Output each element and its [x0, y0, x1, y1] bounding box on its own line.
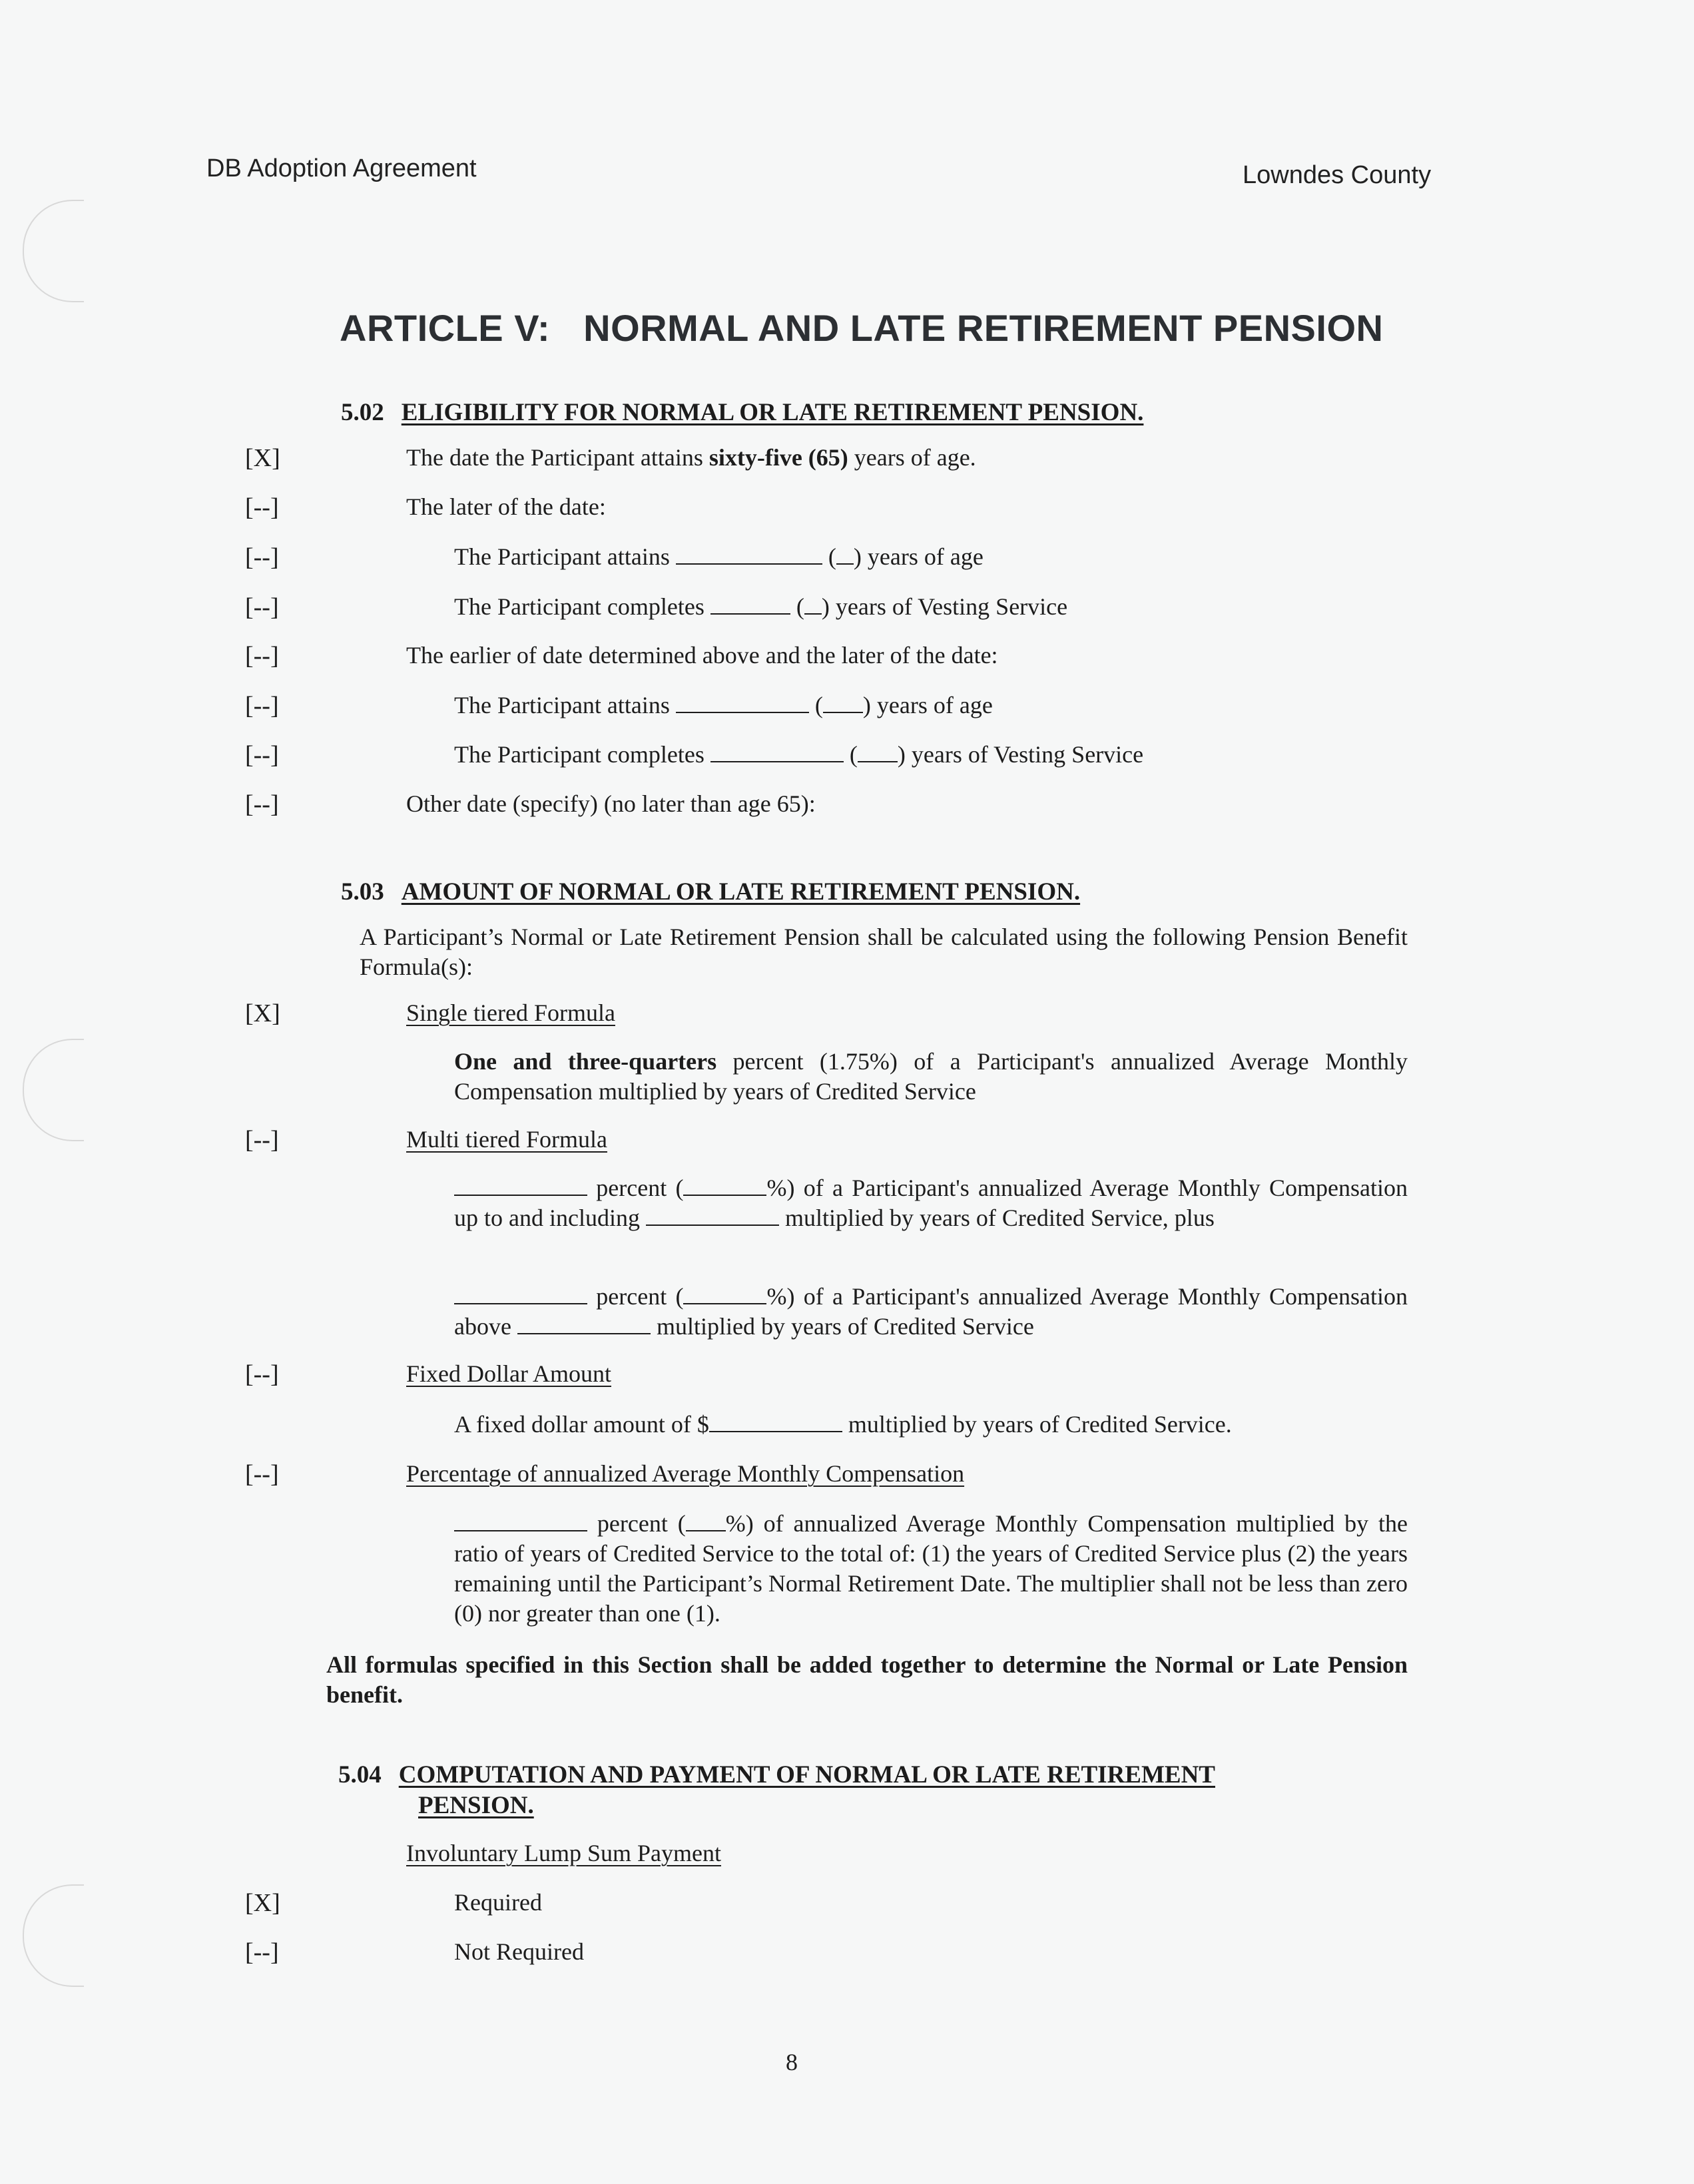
- checkbox-unchecked[interactable]: [--]: [245, 1460, 279, 1488]
- blank-field[interactable]: [676, 545, 822, 565]
- article-title: [340, 306, 1383, 350]
- header-left: DB Adoption Agreement: [206, 154, 477, 182]
- fixed-dollar-label: Fixed Dollar Amount: [406, 1360, 611, 1387]
- option-attains-age: The Participant attains ( ) years of age: [454, 543, 984, 570]
- single-tiered-label: Single tiered Formula: [406, 999, 615, 1026]
- text: years of Vesting Service: [905, 741, 1144, 768]
- checkbox-checked[interactable]: [X]: [245, 1889, 280, 1917]
- option-age-65: [406, 443, 976, 471]
- blank-field[interactable]: [710, 595, 790, 615]
- multi-tier-2: percent ( %) of a Participant's annualized Average Monthly Compensation above multiplied by years of Credited Service: [454, 1283, 1408, 1340]
- header-right: Lowndes County: [1243, 161, 1432, 189]
- section-title: COMPUTATION AND PAYMENT OF NORMAL OR LATE RETIREMENT: [398, 1761, 1215, 1788]
- text: multiplied by years of Credited Service: [656, 1313, 1034, 1340]
- blank-field[interactable]: [710, 742, 844, 762]
- checkbox-unchecked[interactable]: [--]: [245, 493, 279, 521]
- formulas-note: All formulas specified in this Section shall be added together to determine the Normal or Late Pension benefit.: [326, 1651, 1408, 1708]
- involuntary-lump-sum-label: Involuntary Lump Sum Payment: [406, 1840, 721, 1866]
- checkbox-unchecked[interactable]: [--]: [245, 642, 279, 670]
- option-attains-age-2: The Participant attains ( ) years of age: [454, 692, 993, 718]
- checkbox-unchecked[interactable]: [--]: [245, 1126, 279, 1154]
- text: The Participant completes: [454, 593, 710, 620]
- checkbox-checked[interactable]: [X]: [245, 999, 280, 1027]
- text: A fixed dollar amount of $: [454, 1411, 709, 1438]
- section-5-04-heading-line2: [418, 1791, 534, 1820]
- option-completes-vesting-2: The Participant completes ( ) years of Vesting Service: [454, 741, 1144, 768]
- section-5-03-heading: [341, 878, 1080, 906]
- punch-hole: [23, 200, 84, 302]
- text: The Participant completes: [454, 741, 710, 768]
- text: percent: [596, 1283, 667, 1310]
- blank-field[interactable]: [836, 545, 854, 565]
- text: %) of a Participant's annualized Average Monthly Compensation above: [454, 1283, 1408, 1340]
- section-title: PENSION.: [418, 1792, 534, 1819]
- text: years of Vesting Service: [829, 593, 1068, 620]
- blank-field[interactable]: [858, 742, 898, 762]
- checkbox-unchecked[interactable]: [--]: [245, 543, 279, 571]
- option-earlier-of-date: The earlier of date determined above and the later of the date:: [406, 642, 998, 669]
- section-number: 5.03: [341, 878, 384, 906]
- text: percent: [596, 1175, 667, 1201]
- checkbox-unchecked[interactable]: [--]: [245, 1938, 279, 1966]
- text: percent (1.75%) of a Participant's annualized Average Monthly Compensation multiplied by years of Credited Service: [454, 1048, 1408, 1105]
- blank-field[interactable]: [823, 693, 863, 713]
- text: multiplied by years of Credited Service, plus: [784, 1205, 1215, 1231]
- text: years of age: [870, 692, 993, 718]
- blank-field[interactable]: [454, 1176, 587, 1196]
- section-title: ELIGIBILITY FOR NORMAL OR LATE RETIREMENT PENSION.: [401, 399, 1144, 426]
- blank-field[interactable]: [709, 1412, 842, 1432]
- blank-field[interactable]: [676, 693, 809, 713]
- blank-field[interactable]: [454, 1284, 587, 1304]
- blank-field[interactable]: [683, 1176, 766, 1196]
- punch-hole: [23, 1884, 84, 1987]
- checkbox-unchecked[interactable]: [--]: [245, 790, 279, 818]
- bold-text: sixty-five (65): [708, 444, 848, 471]
- text: The Participant attains: [454, 543, 676, 570]
- multi-tier-1: percent ( %) of a Participant's annualized Average Monthly Compensation up to and including multiplied by years of Credited Service, plus: [454, 1175, 1408, 1231]
- section-5-04-heading: [338, 1761, 1215, 1789]
- blank-field[interactable]: [804, 595, 822, 615]
- blank-field[interactable]: [686, 1511, 726, 1531]
- text: percent (: [597, 1510, 686, 1537]
- checkbox-unchecked[interactable]: [--]: [245, 741, 279, 769]
- bold-text: One and three-quarters: [454, 1048, 717, 1075]
- article-number: ARTICLE V:: [340, 307, 551, 349]
- option-other-date: Other date (specify) (no later than age 65):: [406, 790, 816, 817]
- section-title: AMOUNT OF NORMAL OR LATE RETIREMENT PENSION.: [401, 878, 1081, 906]
- option-not-required: Not Required: [454, 1938, 584, 1965]
- article-name: NORMAL AND LATE RETIREMENT PENSION: [583, 307, 1384, 349]
- checkbox-unchecked[interactable]: [--]: [245, 1360, 279, 1388]
- punch-hole: [23, 1039, 84, 1141]
- section-5-03-intro: A Participant’s Normal or Late Retirement Pension shall be calculated using the following Pension Benefit Formula(s):: [360, 924, 1408, 980]
- page-number: 8: [786, 2049, 798, 2075]
- text: years of age: [861, 543, 984, 570]
- text: The date the Participant attains: [406, 444, 709, 471]
- single-tiered-text: [454, 1047, 1408, 1107]
- blank-field[interactable]: [454, 1511, 587, 1531]
- option-completes-vesting: The Participant completes ( ) years of Vesting Service: [454, 593, 1068, 620]
- option-required: Required: [454, 1889, 542, 1916]
- blank-field[interactable]: [646, 1206, 779, 1226]
- text: %) of annualized Average Monthly Compensation multiplied by the ratio of years of Credited Service to the total of: (1) the years of Credited Service plus (2) the years remaining until the Participant’s Normal Retirement Date. The multiplier shall not be less than zero (0) nor greater than one (1).: [454, 1510, 1408, 1627]
- percentage-label: Percentage of annualized Average Monthly Compensation: [406, 1460, 965, 1487]
- multi-tiered-label: Multi tiered Formula: [406, 1126, 607, 1153]
- section-number: 5.04: [338, 1761, 382, 1788]
- text: multiplied by years of Credited Service.: [842, 1411, 1232, 1438]
- text: years of age.: [848, 444, 976, 471]
- fixed-dollar-text: [454, 1410, 1232, 1438]
- blank-field[interactable]: [517, 1314, 651, 1334]
- checkbox-unchecked[interactable]: [--]: [245, 593, 279, 621]
- text: %) of a Participant's annualized Average Monthly Compensation up to and including: [454, 1175, 1408, 1231]
- option-later-of-date: The later of the date:: [406, 493, 606, 520]
- text: The Participant attains: [454, 692, 676, 718]
- checkbox-unchecked[interactable]: [--]: [245, 692, 279, 720]
- section-number: 5.02: [341, 399, 384, 426]
- section-5-02-heading: [341, 398, 1143, 427]
- blank-field[interactable]: [683, 1284, 766, 1304]
- checkbox-checked[interactable]: [X]: [245, 444, 280, 472]
- percentage-text: [454, 1509, 1408, 1629]
